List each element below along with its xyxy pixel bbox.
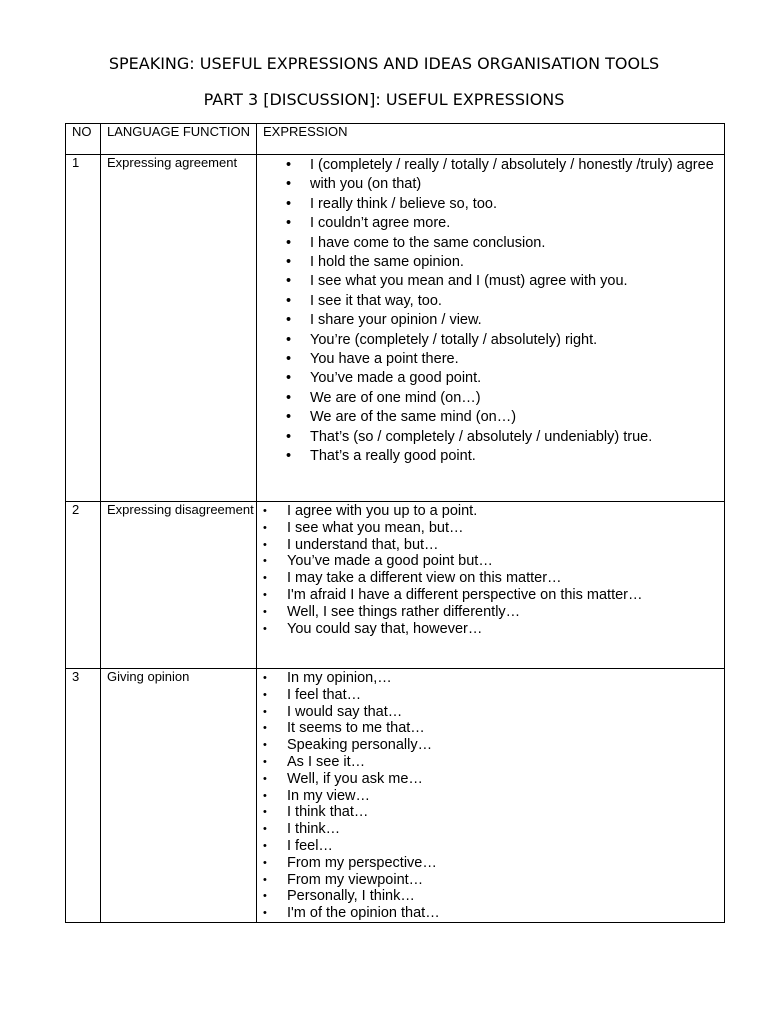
header-expression: EXPRESSION [257,124,725,155]
row-number: 1 [66,155,101,502]
row-number: 2 [66,502,101,669]
list-item: • I feel… [263,838,724,855]
document-title: SPEAKING: USEFUL EXPRESSIONS AND IDEAS ORGANISATION TOOLS [108,54,660,73]
list-item: • with you (on that) [263,175,724,194]
list-item: • That’s (so / completely / absolutely / undeniably) true. [263,428,724,447]
list-item: • I would say that… [263,704,724,721]
expression-cell [257,155,725,502]
list-item: • Speaking personally… [263,737,724,754]
table-row [66,669,725,923]
table-header-row [66,124,725,155]
list-item: • That’s a really good point. [263,447,724,466]
list-item: • It seems to me that… [263,720,724,737]
list-item: • From my perspective… [263,855,724,872]
list-item: • I feel that… [263,687,724,704]
list-item: • I see what you mean, but… [263,520,724,537]
header-no: NO [66,124,101,155]
list-item: • I hold the same opinion. [263,253,724,272]
list-item: • You have a point there. [263,350,724,369]
list-item: • I see it that way, too. [263,292,724,311]
expression-list [263,502,724,637]
expression-cell [257,669,725,923]
table-row [66,502,725,669]
language-function: Expressing disagreement [101,502,257,669]
row-number: 3 [66,669,101,923]
list-item: • You’re (completely / totally / absolutely) right. [263,331,724,350]
list-item: • In my opinion,… [263,670,724,687]
header-language-function: LANGUAGE FUNCTION [101,124,257,155]
language-function: Giving opinion [101,669,257,923]
expressions-table [65,123,725,923]
list-item: • I (completely / really / totally / absolutely / honestly /truly) agree [263,156,724,175]
list-item: • You’ve made a good point. [263,369,724,388]
list-item: • I think that… [263,804,724,821]
list-item: • I understand that, but… [263,537,724,554]
language-function: Expressing agreement [101,155,257,502]
expression-list [263,669,724,922]
list-item: • You could say that, however… [263,621,724,638]
list-item: • Personally, I think… [263,888,724,905]
table-row [66,155,725,502]
list-item: • I think… [263,821,724,838]
list-item: • From my viewpoint… [263,872,724,889]
list-item: • Well, I see things rather differently… [263,604,724,621]
list-item: • I may take a different view on this matter… [263,570,724,587]
list-item: • I couldn’t agree more. [263,214,724,233]
list-item: • Well, if you ask me… [263,771,724,788]
list-item: • I'm afraid I have a different perspective on this matter… [263,587,724,604]
list-item: • You’ve made a good point but… [263,553,724,570]
list-item: • We are of one mind (on…) [263,389,724,408]
list-item: • I'm of the opinion that… [263,905,724,922]
document-subtitle: PART 3 [DISCUSSION]: USEFUL EXPRESSIONS [203,90,565,109]
list-item: • We are of the same mind (on…) [263,408,724,427]
expression-cell [257,502,725,669]
list-item: • I see what you mean and I (must) agree with you. [263,272,724,291]
expression-list [263,155,724,467]
list-item: • In my view… [263,788,724,805]
list-item: • I have come to the same conclusion. [263,234,724,253]
list-item: • I really think / believe so, too. [263,195,724,214]
list-item: • As I see it… [263,754,724,771]
list-item: • I share your opinion / view. [263,311,724,330]
list-item: • I agree with you up to a point. [263,503,724,520]
